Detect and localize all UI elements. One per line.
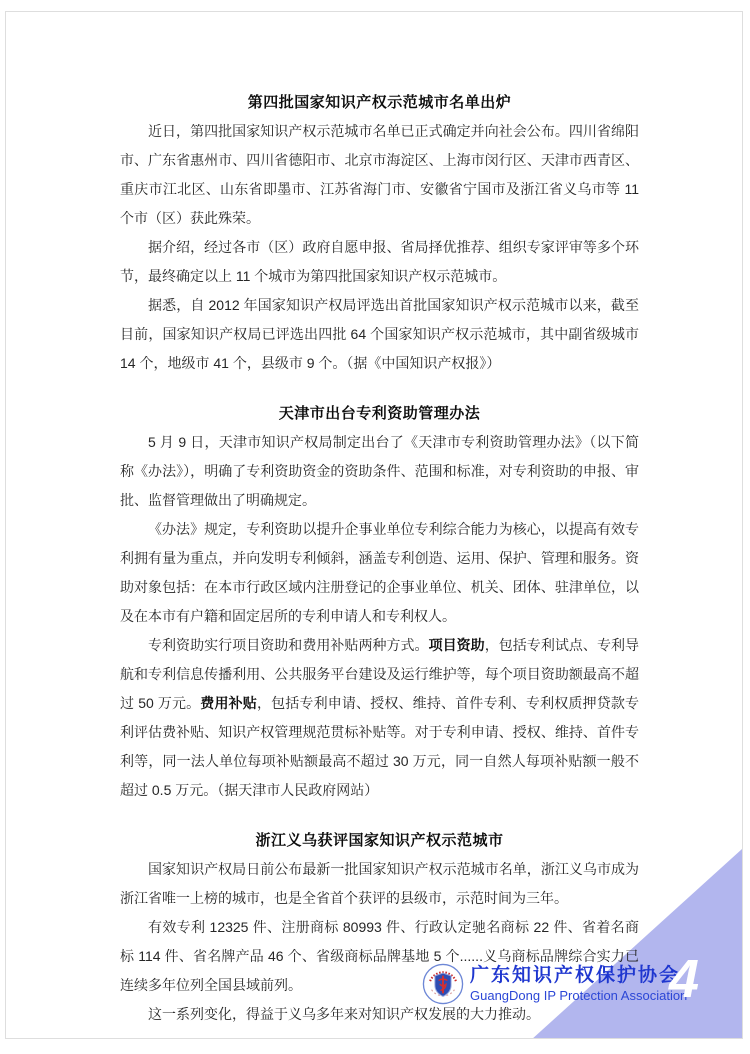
section-title: 天津市出台专利资助管理办法 — [278, 405, 481, 422]
paragraph: 《办法》规定，专利资助以提升企事业单位专利综合能力为核心，以提高有效专利拥有量为重点，并向发明专利倾斜，涵盖专利创造、运用、保护、管理和服务。资助对象包括：在本市行政区域内注册登记的企事业单位、机关、团体、驻津单位，以及在本市有户籍和固定居所的专利申请人和专利权人。 — [120, 521, 639, 624]
paragraph: 这一系列变化，得益于义乌多年来对知识产权发展的大力推动。 — [148, 1006, 540, 1022]
paragraph: 近日，第四批国家知识产权示范城市名单已正式确定并向社会公布。四川省绵阳市、广东省惠州市、四川省德阳市、北京市海淀区、上海市闵行区、天津市西青区、重庆市江北区、山东省即墨市、江苏省海门市、安徽省宁国市及浙江省义乌市等 11 个市（区）获此殊荣。 — [120, 123, 639, 226]
association-emblem-icon — [422, 963, 464, 1005]
page-card — [5, 11, 743, 1039]
paragraph: 5 月 9 日，天津市知识产权局制定出台了《天津市专利资助管理办法》（以下简称《办法》），明确了专利资助资金的资助条件、范围和标准，对专利资助的申报、审批、监督管理做出了明确规定。 — [120, 434, 639, 508]
section-title: 第四批国家知识产权示范城市名单出炉 — [247, 94, 512, 111]
paragraph: 据介绍，经过各市（区）政府自愿申报、省局择优推荐、组织专家评审等多个环节，最终确定以上 11 个城市为第四批国家知识产权示范城市。 — [120, 239, 639, 284]
association-name-cn: 广东知识产权保护协会 — [470, 964, 681, 986]
document-content — [6, 12, 742, 1029]
footer — [422, 963, 687, 1005]
association-name-block — [470, 965, 687, 1004]
paragraph: 有效专利 12325 件、注册商标 80993 件、行政认定驰名商标 22 件、省着名商标 114 件、省名牌产品 46 个、省级商标品牌基地 5 个......义乌商标品牌综合实力已连续多年位列全国县域前列。 — [120, 919, 639, 993]
page-number: 4 — [669, 949, 700, 1009]
paragraph: 据悉，自 2012 年国家知识产权局评选出首批国家知识产权示范城市以来，截至目前，国家知识产权局已评选出四批 64 个国家知识产权示范城市，其中副省级城市 14 个，地级市 41 个，县级市 9 个。（据《中国知识产权报》） — [120, 297, 639, 371]
section-title: 浙江义乌获评国家知识产权示范城市 — [255, 832, 504, 849]
news-section — [120, 88, 639, 378]
paragraph: 国家知识产权局日前公布最新一批国家知识产权示范城市名单，浙江义乌市成为浙江省唯一上榜的城市，也是全省首个获评的县级市，示范时间为三年。 — [120, 861, 639, 906]
association-name-en: GuangDong IP Protection Association — [470, 987, 688, 1003]
news-section — [120, 399, 639, 805]
paragraph: 专利资助实行项目资助和费用补贴两种方式。项目资助，包括专利试点、专利导航和专利信息传播利用、公共服务平台建设及运行维护等，每个项目资助额最高不超过 50 万元。费用补贴，包括专利申请、授权、维持、首件专利、专利权质押贷款专利评估费补贴、知识产权管理规范贯标补贴等。对于专利申请、授权、维持、首件专利等，同一法人单位每项补贴额最高不超过 30 万元，同一自然人每项补贴额一般不超过 0.5 万元。（据天津市人民政府网站） — [120, 637, 640, 798]
